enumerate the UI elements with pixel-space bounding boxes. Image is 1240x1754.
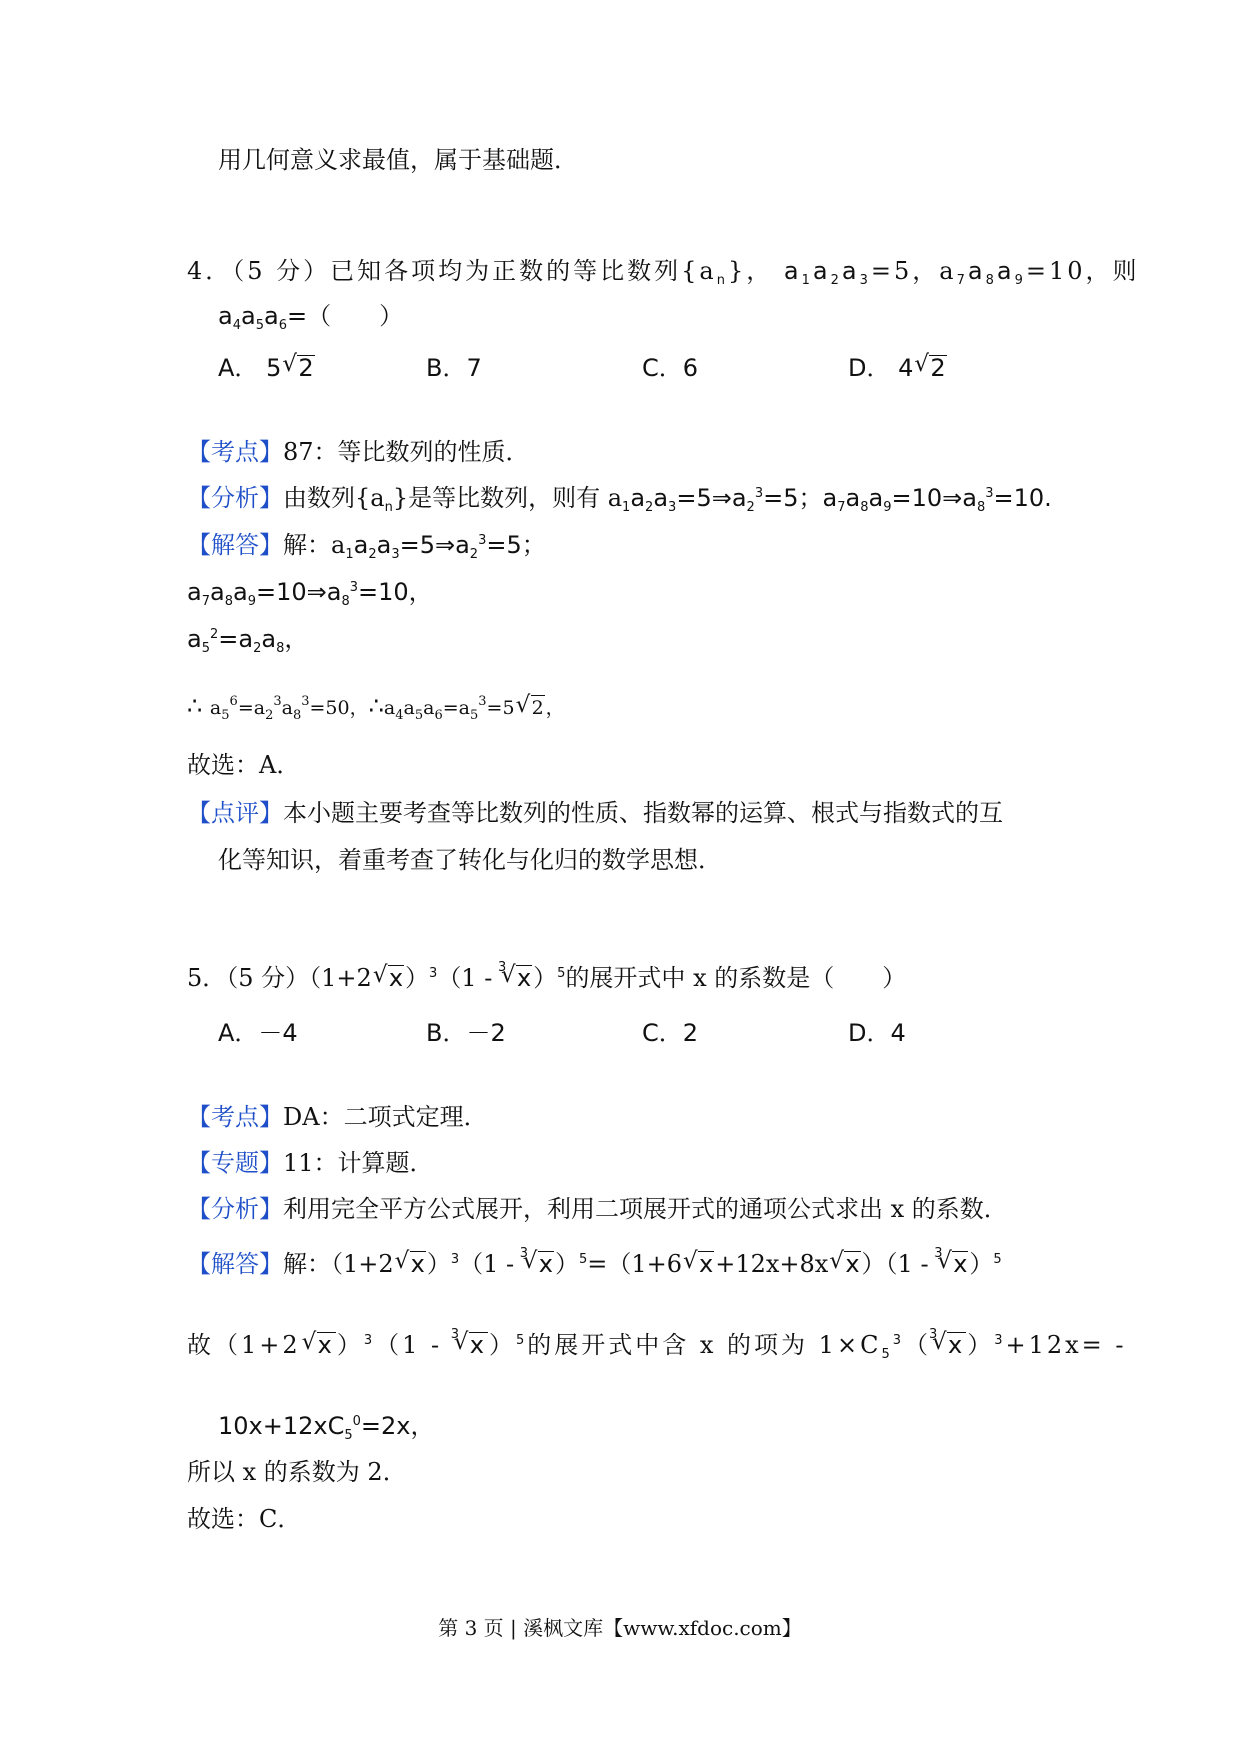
q5-gu: 故（1+2√ x）$^3$（1 - √ 3 x）$^5$的展开式中含 x 的项为 $1\times C_5^3$（ √ 3 x）$^3$+12x= - [187, 1329, 1127, 1361]
q4-answer: 故选：A． [187, 751, 301, 779]
jieda-tag: 【解答】 [187, 531, 283, 559]
q4-stem-line1: 4．（5 分）已知各项均为正数的等比数列$\{a_n\}$， $a_1a_2a_3=5$，$a_7a_8a_9=10$，则 [187, 257, 1140, 288]
kaodian-tag: 【考点】 [187, 1103, 283, 1131]
q4-jieda: 【解答】解：$a_1a_2a_3=5\Rightarrow a_2^3=5$； [187, 531, 546, 562]
q4-kaodian: 【考点】87：等比数列的性质． [187, 438, 530, 466]
q4-dianping: 【点评】本小题主要考查等比数列的性质、指数幂的运算、根式与指数式的互 [187, 799, 1003, 827]
q5-fenxi: 【分析】利用完全平方公式展开，利用二项展开式的通项公式求出 x 的系数． [187, 1195, 1008, 1223]
jieda-tag: 【解答】 [187, 1250, 283, 1278]
q5-option-a[interactable]: A．－4 [218, 1019, 298, 1047]
intro-line: 用几何意义求最值，属于基础题． [218, 146, 578, 174]
q5-answer: 故选：C． [187, 1505, 302, 1533]
fenxi-tag: 【分析】 [187, 1195, 283, 1223]
q4-step-2: $a_5^2=a_2a_8$， [187, 625, 309, 656]
dianping-tag: 【点评】 [187, 799, 283, 827]
q4-step-1: $a_7a_8a_9=10\Rightarrow a_8^3=10$， [187, 578, 433, 609]
q4-dianping-line2: 化等知识，着重考查了转化与化归的数学思想． [218, 846, 722, 874]
q4-fenxi: 【分析】由数列$\{a_n\}$是等比数列，则有 $a_1a_2a_3=5\Rightarrow a_2^3=5$；$a_7a_8a_9=10\Rightarrow a_8^3=10$. [187, 484, 1052, 515]
q5-zhuanti: 【专题】11：计算题． [187, 1149, 434, 1177]
q4-option-b[interactable]: B．7 [426, 354, 482, 382]
q5-gu-line2: $10x+12xC_5^0=2x$， [218, 1412, 435, 1443]
q5-option-d[interactable]: D．4 [848, 1019, 906, 1047]
zhuanti-tag: 【专题】 [187, 1149, 283, 1177]
q5-option-c[interactable]: C．2 [642, 1019, 699, 1047]
q4-option-d[interactable]: D． 4√ 2 [848, 348, 948, 383]
q5-jieda: 【解答】解：（1+2√ x）$^3$（1 - √ 3 x）$^5$=（1+6√ x+12x+8x√ x）（1 - √ 3 x）$^5$ [187, 1248, 1002, 1280]
q4-option-c[interactable]: C．6 [642, 354, 699, 382]
q4-step-3: ∴ $a_5^6=a_2^3a_8^3=50$，$\therefore a_4a_5a_6=a_5^3=5√$ 2 ， [187, 690, 565, 724]
q5-kaodian: 【考点】DA：二项式定理． [187, 1103, 488, 1131]
fenxi-tag: 【分析】 [187, 484, 283, 512]
q5-conclusion: 所以 x 的系数为 2． [187, 1458, 407, 1486]
kaodian-tag: 【考点】 [187, 438, 283, 466]
page-footer: 第 3 页 | 溪枫文库【www.xfdoc.com】 [438, 1616, 802, 1640]
q5-option-b[interactable]: B．－2 [426, 1019, 506, 1047]
q4-option-a[interactable]: A． 5√ 2 [218, 348, 316, 383]
q4-stem-line2: $a_4a_5a_6=$（ ） [218, 302, 404, 333]
q5-stem: 5．（5 分）（1+2√ x）$^3$（1 - √ 3 x）$^5$的展开式中 x 的系数是（ ） [187, 962, 906, 994]
